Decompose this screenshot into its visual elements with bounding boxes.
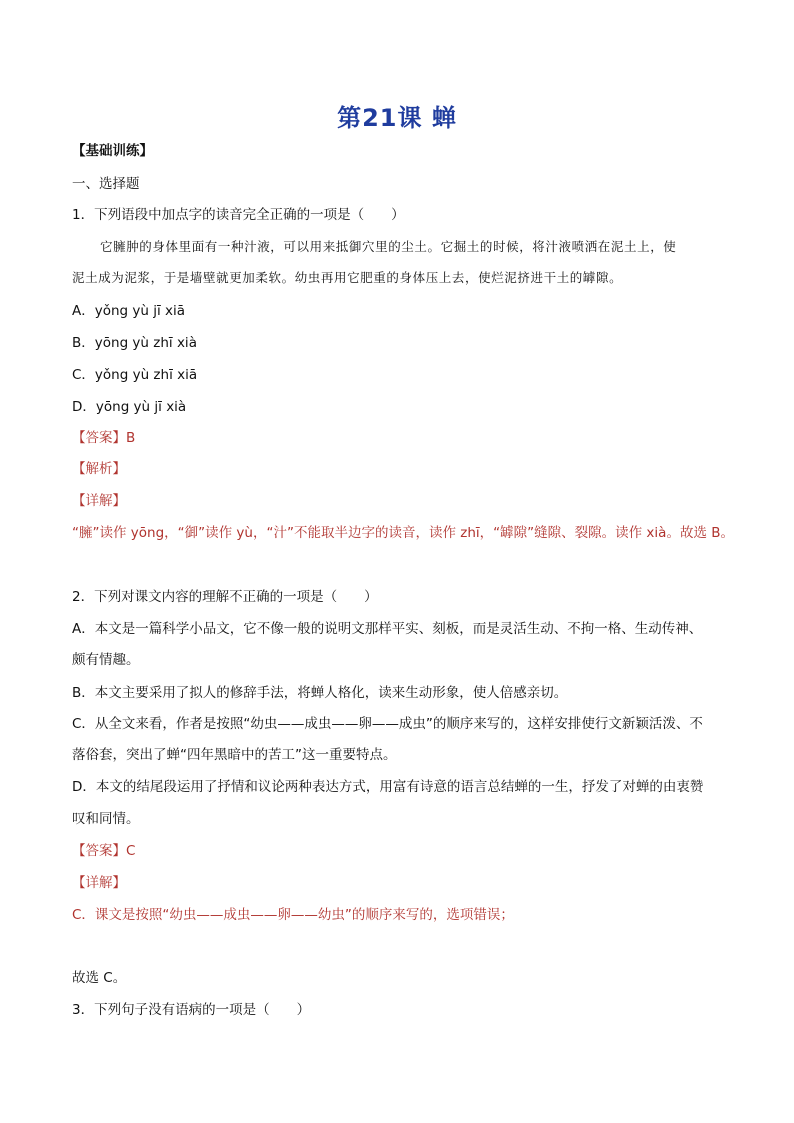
q2-option-d-line-1: D．本文的结尾段运用了抒情和议论两种表达方式，用富有诗意的语言总结蝉的一生，抒发了对蝉的由衷赞 bbox=[72, 779, 704, 795]
q2-option-c-line-2: 落俗套，突出了蝉“四年黑暗中的苦工”这一重要特点。 bbox=[72, 747, 397, 763]
q1-passage-line-2: 泥土成为泥浆，于是墙壁就更加柔软。幼虫再用它肥重的身体压上去，使烂泥挤进干土的罅隙。 bbox=[72, 270, 623, 285]
q1-detail-text: “臃”读作 yōng，“御”读作 yù，“汁”不能取半边字的读音，读作 zhī，“罅隙”缝隙、裂隙。读作 xià。故选 B。 bbox=[72, 525, 734, 541]
q2-answer: 【答案】C bbox=[72, 843, 136, 859]
q1-option-a: A．yǒng yù jī xiā bbox=[72, 303, 186, 319]
q1-stem: 1．下列语段中加点字的读音完全正确的一项是（ ） bbox=[72, 207, 405, 223]
q3-stem: 3．下列句子没有语病的一项是（ ） bbox=[72, 1002, 311, 1018]
section-choice-heading: 一、选择题 bbox=[72, 176, 140, 192]
q2-option-a-line-1: A．本文是一篇科学小品文，它不像一般的说明文那样平实、刻板，而是灵活生动、不拘一格、生动传神、 bbox=[72, 621, 703, 637]
q2-option-a-line-2: 颇有情趣。 bbox=[72, 652, 140, 668]
q2-option-d-line-2: 叹和同情。 bbox=[72, 811, 140, 827]
q2-stem: 2．下列对课文内容的理解不正确的一项是（ ） bbox=[72, 589, 378, 605]
q1-detail-label: 【详解】 bbox=[72, 493, 126, 509]
q2-detail-text: C．课文是按照“幼虫——成虫——卵——幼虫”的顺序来写的，选项错误； bbox=[72, 907, 514, 923]
q2-option-b: B．本文主要采用了拟人的修辞手法，将蝉人格化，读来生动形象，使人倍感亲切。 bbox=[72, 685, 568, 701]
section-basic-heading: 【基础训练】 bbox=[72, 143, 153, 159]
q1-analysis-label: 【解析】 bbox=[72, 461, 126, 477]
q1-option-c: C．yǒng yù zhī xiā bbox=[72, 367, 198, 383]
q1-option-d: D．yōng yù jī xià bbox=[72, 399, 187, 415]
q1-answer: 【答案】B bbox=[72, 430, 136, 446]
page-title: 第21课 蝉 bbox=[337, 104, 457, 132]
q2-detail-label: 【详解】 bbox=[72, 875, 126, 891]
q2-conclusion: 故选 C。 bbox=[72, 970, 127, 986]
q1-option-b: B．yōng yù zhī xià bbox=[72, 335, 197, 351]
q1-passage-line-1: 它臃肿的身体里面有一种汁液，可以用来抵御穴里的尘土。它掘土的时候，将汁液喷洒在泥土上，使 bbox=[100, 239, 677, 254]
q2-option-c-line-1: C．从全文来看，作者是按照“幼虫——成虫——卵——成虫”的顺序来写的，这样安排使行文新颖活泼、不 bbox=[72, 716, 703, 732]
